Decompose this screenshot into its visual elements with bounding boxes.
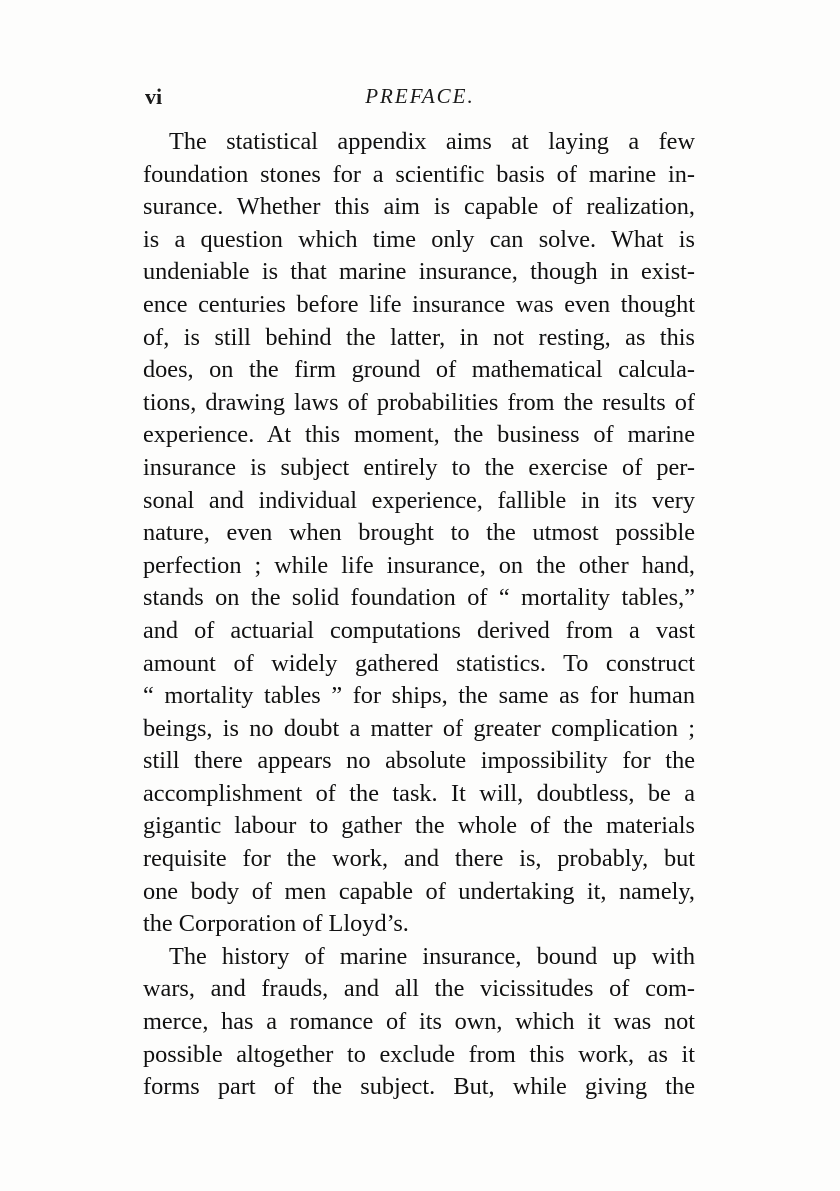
text-line: is a question which time only can solve. What is (143, 225, 695, 253)
paragraph (143, 941, 695, 1104)
text-line: surance. Whether this aim is capable of realization, (143, 193, 695, 221)
text-line: perfection ; while life insurance, on the other hand, (143, 551, 695, 579)
text-line: forms part of the subject. But, while giving the (143, 1073, 695, 1101)
text-line: experience. At this moment, the business of marine (143, 421, 695, 449)
text-line: undeniable is that marine insurance, though in exist- (143, 258, 695, 286)
text-line: foundation stones for a scientific basis of marine in- (143, 160, 695, 188)
paragraph (143, 126, 695, 941)
body-text (143, 126, 695, 1104)
text-line: one body of men capable of undertaking it, namely, (143, 877, 695, 905)
text-line: The statistical appendix aims at laying a few (169, 128, 695, 155)
text-line: accomplishment of the task. It will, doubtless, be a (143, 779, 695, 807)
text-line: insurance is subject entirely to the exercise of per- (143, 453, 695, 481)
text-line: “ mortality tables ” for ships, the same as for human (143, 682, 695, 710)
text-line: merce, has a romance of its own, which it was not (143, 1008, 695, 1036)
text-line: The history of marine insurance, bound up with (169, 942, 695, 970)
text-line: sonal and individual experience, fallible in its very (143, 486, 695, 514)
text-line: amount of widely gathered statistics. To construct (143, 649, 695, 677)
text-line: still there appears no absolute impossibility for the (143, 747, 695, 775)
text-line: ence centuries before life insurance was even thought (143, 290, 695, 318)
text-line: gigantic labour to gather the whole of the materials (143, 812, 695, 840)
running-title: PREFACE. (365, 84, 475, 108)
text-line: possible altogether to exclude from this work, as it (143, 1040, 695, 1068)
text-line: requisite for the work, and there is, probably, but (143, 845, 695, 873)
text-line: of, is still behind the latter, in not resting, as this (143, 323, 695, 351)
text-line: and of actuarial computations derived from a vast (143, 616, 695, 644)
text-line: does, on the firm ground of mathematical calcula- (143, 356, 695, 384)
text-line: tions, drawing laws of probabilities from the results of (143, 388, 695, 416)
text-line: stands on the solid foundation of “ mortality tables,” (143, 584, 695, 612)
text-line: nature, even when brought to the utmost possible (143, 519, 695, 547)
running-head (145, 84, 695, 114)
text-line: the Corporation of Lloyd’s. (143, 910, 409, 938)
page-number: vi (145, 84, 163, 109)
text-line: beings, is no doubt a matter of greater complication ; (143, 714, 695, 742)
text-line: wars, and frauds, and all the vicissitudes of com- (143, 975, 695, 1003)
